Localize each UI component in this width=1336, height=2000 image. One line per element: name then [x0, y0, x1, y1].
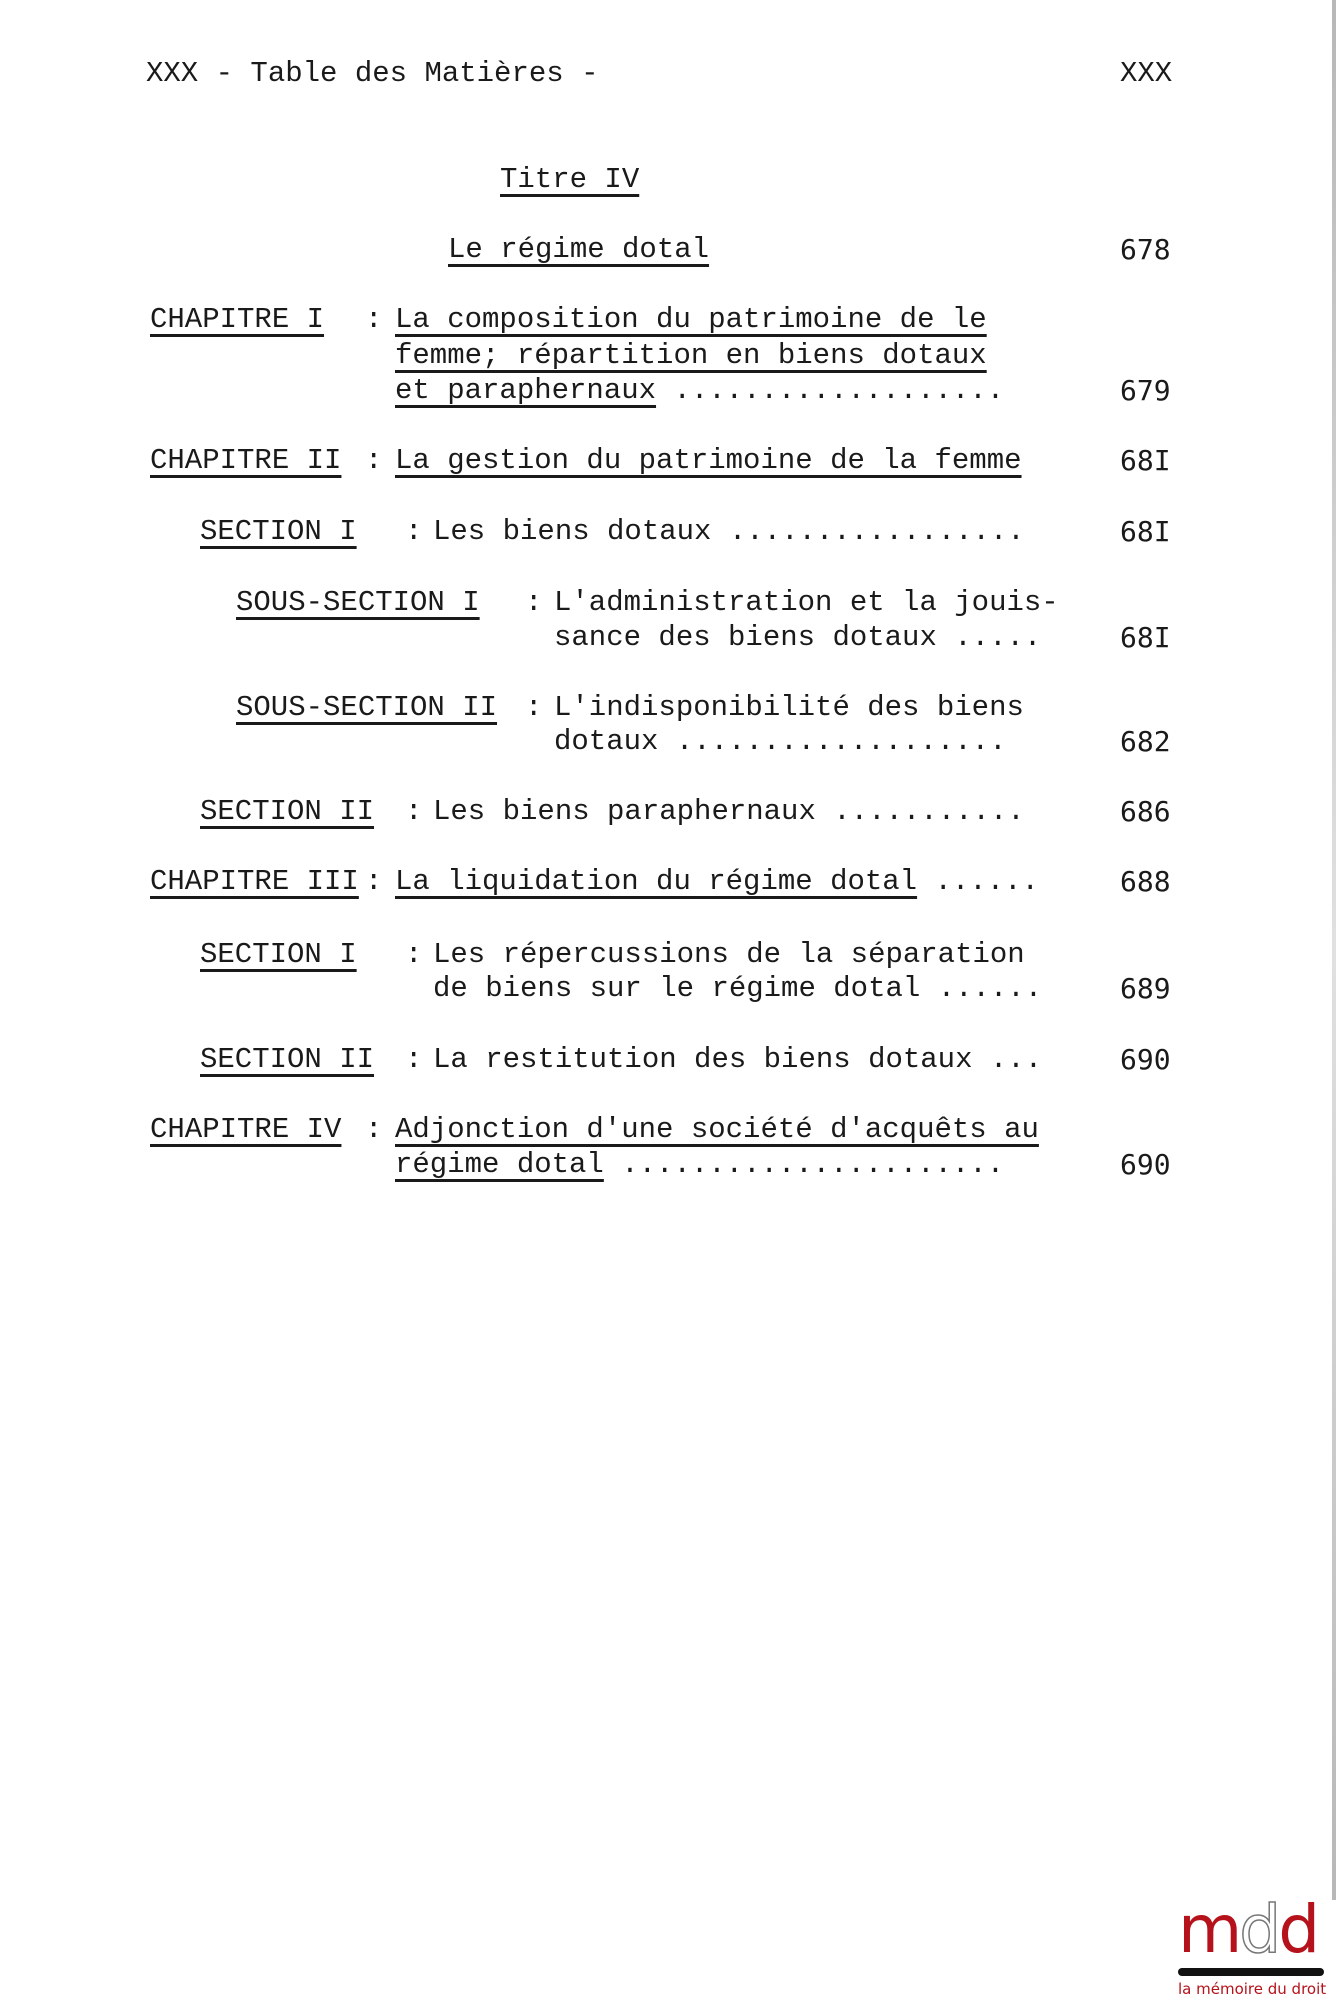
entry-sep: : [365, 303, 383, 336]
entry-sep: : [405, 1043, 423, 1076]
entry-page: 679 [1120, 374, 1171, 407]
entry-label: CHAPITRE III [150, 865, 359, 898]
entry-text-line: femme; répartition en biens dotaux [395, 339, 987, 372]
titre-title: Le régime dotal [448, 233, 710, 266]
entry-text-line: L'indisponibilité des biens [554, 691, 1024, 724]
logo-tagline: la mémoire du droit [1178, 1980, 1327, 1998]
dot-leader: ... [989, 1043, 1043, 1076]
entry-label: CHAPITRE II [150, 444, 342, 477]
entry-text-line: dotaux [554, 725, 659, 758]
scan-edge [1332, 0, 1336, 1900]
entry-text-line: La composition du patrimoine de le [395, 303, 987, 336]
entry-sep: : [405, 938, 423, 971]
dot-leader: ........... [833, 795, 1025, 828]
entry-label: SECTION I [200, 515, 357, 548]
entry-page: 68I [1120, 444, 1171, 477]
entry-sep: : [525, 691, 543, 724]
entry-label: CHAPITRE IV [150, 1113, 342, 1146]
entry-text-line: L'administration et la jouis- [554, 586, 1059, 619]
entry-text-line: La restitution des biens dotaux [433, 1043, 973, 1076]
entry-sep: : [405, 795, 423, 828]
entry-page: 690 [1120, 1043, 1171, 1076]
entry-text-line: sance des biens dotaux [554, 621, 937, 654]
dot-leader: ...... [937, 972, 1043, 1005]
mdd-logo [1178, 1891, 1328, 1998]
dot-leader: ................... [675, 725, 1007, 758]
dot-leader: ................. [728, 515, 1025, 548]
running-header-title: XXX - Table des Matières - [146, 57, 599, 90]
entry-label: SECTION II [200, 1043, 375, 1076]
logo-mark: mdd [1178, 1891, 1318, 1968]
entry-text-line: de biens sur le régime dotal [433, 972, 921, 1005]
dot-leader: ..... [954, 621, 1042, 654]
entry-sep: : [525, 586, 543, 619]
entry-text-line: et paraphernaux [395, 374, 657, 407]
entry-page: 686 [1120, 795, 1171, 828]
entry-page: 68I [1120, 515, 1171, 548]
entry-page: 690 [1120, 1148, 1171, 1181]
entry-text-line: Les biens paraphernaux [433, 795, 816, 828]
dot-leader: ...... [934, 865, 1039, 898]
entry-page: 682 [1120, 725, 1171, 758]
entry-label: SECTION I [200, 938, 357, 971]
entry-text-line: Adjonction d'une société d'acquêts au [395, 1113, 1039, 1146]
entry-text-line: régime dotal [395, 1148, 604, 1181]
running-header-page: XXX [1120, 57, 1173, 90]
entry-label: SOUS-SECTION I [236, 586, 480, 619]
entry-sep: : [365, 444, 383, 477]
titre-label: Titre IV [500, 163, 640, 196]
entry-sep: : [405, 515, 423, 548]
entry-label: SECTION II [200, 795, 375, 828]
logo-bar [1178, 1968, 1324, 1976]
dot-leader: ...................... [621, 1148, 1005, 1181]
dot-leader: ................... [673, 374, 1005, 407]
entry-page: 689 [1120, 972, 1171, 1005]
entry-sep: : [365, 1113, 383, 1146]
entry-text-line: La gestion du patrimoine de la femme [395, 444, 1022, 477]
titre-page: 678 [1120, 233, 1171, 266]
entry-sep: : [365, 865, 383, 898]
entry-page: 688 [1120, 865, 1171, 898]
entry-text-line: Les répercussions de la séparation [433, 938, 1025, 971]
entry-label: CHAPITRE I [150, 303, 325, 336]
entry-label: SOUS-SECTION II [236, 691, 498, 724]
entry-text-line: Les biens dotaux [433, 515, 712, 548]
entry-page: 68I [1120, 621, 1171, 654]
entry-text-line: La liquidation du régime dotal [395, 865, 918, 898]
